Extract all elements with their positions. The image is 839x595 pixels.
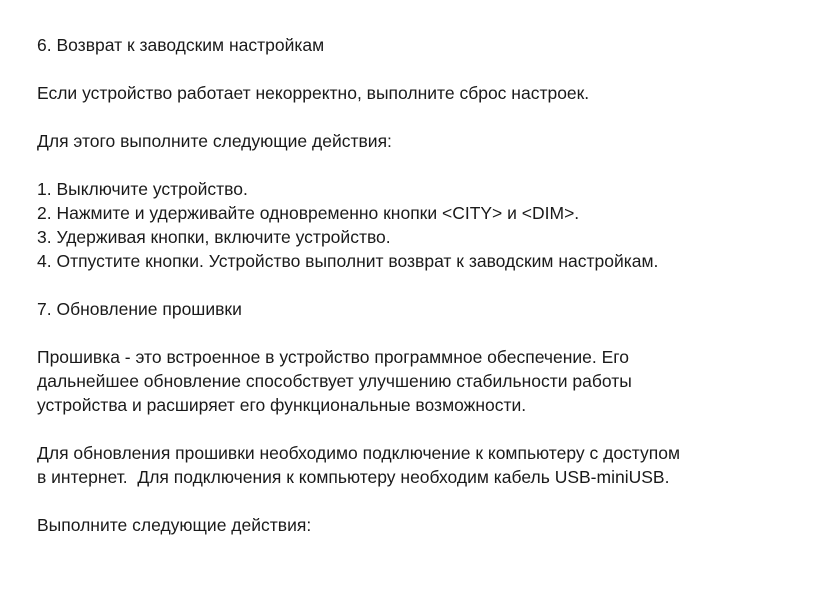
paragraph-line: Для обновления прошивки необходимо подключение к компьютеру с доступом — [37, 443, 681, 463]
list-item: 4. Отпустите кнопки. Устройство выполнит возврат к заводским настройкам. — [37, 251, 659, 271]
firmware-description-paragraph — [37, 345, 827, 417]
paragraph-line: дальнейшее обновление способствует улучшению стабильности работы — [37, 371, 632, 391]
paragraph-line: Прошивка - это встроенное в устройство программное обеспечение. Его — [37, 347, 630, 367]
spacer — [37, 105, 827, 129]
reset-steps-list — [37, 177, 827, 273]
paragraph-line: устройства и расширяет его функциональные возможности. — [37, 395, 527, 415]
section-6-heading: 6. Возврат к заводским настройкам — [37, 35, 325, 55]
list-item: 2. Нажмите и удерживайте одновременно кнопки <CITY> и <DIM>. — [37, 203, 580, 223]
spacer — [37, 321, 827, 345]
spacer — [37, 57, 827, 81]
section-7-lead: Выполните следующие действия: — [37, 515, 312, 535]
spacer — [37, 273, 827, 297]
firmware-requirements-paragraph — [37, 441, 827, 489]
list-item: 3. Удерживая кнопки, включите устройство. — [37, 227, 391, 247]
spacer — [37, 417, 827, 441]
section-7-heading: 7. Обновление прошивки — [37, 299, 242, 319]
section-6-lead: Для этого выполните следующие действия: — [37, 131, 392, 151]
list-item: 1. Выключите устройство. — [37, 179, 248, 199]
section-6-intro: Если устройство работает некорректно, выполните сброс настроек. — [37, 83, 590, 103]
paragraph-line: в интернет. Для подключения к компьютеру необходим кабель USB-miniUSB. — [37, 467, 670, 487]
spacer — [37, 153, 827, 177]
spacer — [37, 489, 827, 513]
document-page — [37, 33, 827, 537]
